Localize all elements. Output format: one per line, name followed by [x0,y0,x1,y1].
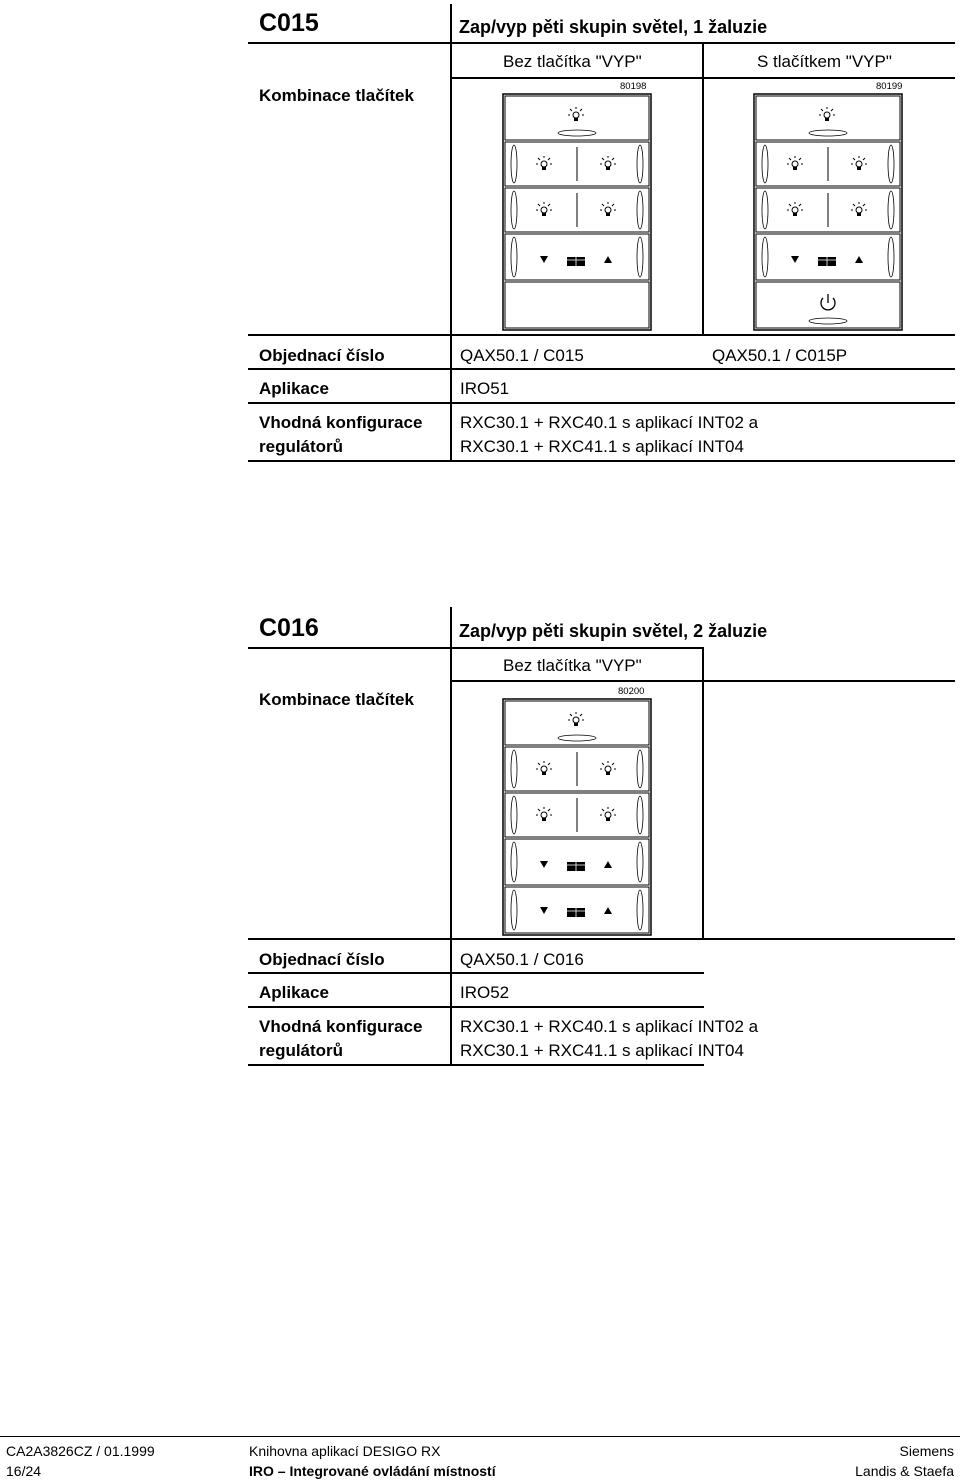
config-value: RXC30.1 + RXC41.1 s aplikací INT04 [460,437,744,456]
document-id: CA2A3826CZ / 01.1999 [6,1443,155,1459]
config-label: regulátorů [259,437,344,456]
blind-icon [818,257,836,266]
config-value: RXC30.1 + RXC41.1 s aplikací INT04 [460,1041,744,1060]
button-panel-80199 [753,93,903,331]
order-label: Objednací číslo [259,346,385,365]
column-header-without-off: Bez tlačítka "VYP" [503,656,642,675]
library-name: Knihovna aplikací DESIGO RX [249,1443,441,1459]
section-code: C015 [259,9,319,37]
order-value: QAX50.1 / C016 [460,950,584,969]
page-number: 16/24 [6,1463,42,1479]
config-label: Vhodná konfigurace [259,1017,423,1036]
company-name: Siemens [899,1443,954,1459]
blind-icon [567,257,585,266]
order-value: QAX50.1 / C015P [712,346,848,365]
button-panel-80198 [502,93,652,331]
panel-id: 80198 [620,81,647,92]
button-panel-80200 [502,698,652,936]
config-value: RXC30.1 + RXC40.1 s aplikací INT02 a [460,413,759,432]
combo-label: Kombinace tlačítek [259,86,414,105]
panel-id: 80200 [618,686,645,697]
panel-id: 80199 [876,81,903,92]
application-value: IRO52 [460,983,510,1002]
application-value: IRO51 [460,379,510,398]
column-header-without-off: Bez tlačítka "VYP" [503,52,642,71]
config-value: RXC30.1 + RXC40.1 s aplikací INT02 a [460,1017,759,1036]
blind-icon [567,908,585,917]
combo-label: Kombinace tlačítek [259,690,414,709]
section-title: Zap/vyp pěti skupin světel, 1 žaluzie [459,17,768,37]
config-label: regulátorů [259,1041,344,1060]
section-code: C016 [259,614,319,642]
section-title: Zap/vyp pěti skupin světel, 2 žaluzie [459,621,768,641]
column-header-with-off: S tlačítkem "VYP" [757,52,892,71]
order-label: Objednací číslo [259,950,385,969]
document-subtitle: IRO – Integrované ovládání místností [249,1463,496,1479]
blind-icon [567,862,585,871]
order-value: QAX50.1 / C015 [460,346,584,365]
application-label: Aplikace [259,379,329,398]
company-name: Landis & Staefa [855,1463,954,1479]
config-label: Vhodná konfigurace [259,413,423,432]
application-label: Aplikace [259,983,329,1002]
